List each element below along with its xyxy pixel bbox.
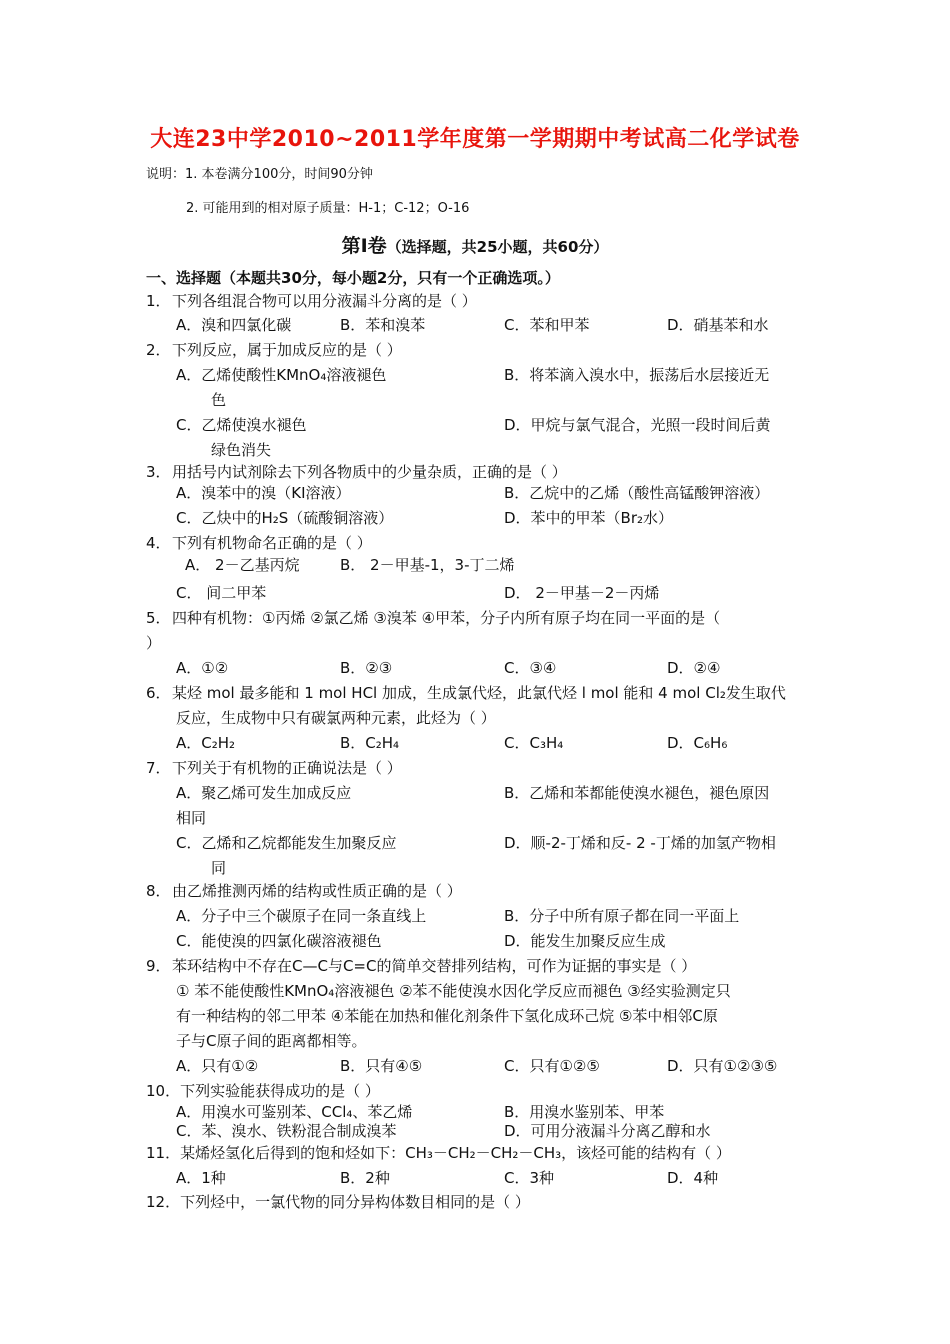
q7-option-d-cont: 同 [211, 859, 227, 877]
q2-option-b: B．将苯滴入溴水中，振荡后水层接近无 [504, 366, 770, 384]
q3-option-b: B．乙烷中的乙烯（酸性高锰酸钾溶液） [504, 484, 770, 502]
q5-option-b: B．②③ [340, 659, 393, 677]
question-number: 12． [146, 1193, 181, 1211]
q8-option-c: C．能使溴的四氯化碳溶液褪色 [176, 932, 382, 950]
question-stem: 下列各组混合物可以用分液漏斗分离的是（ ） [172, 292, 477, 310]
q5-option-d: D．②④ [667, 659, 721, 677]
q9-option-c: C．只有①②⑤ [504, 1057, 600, 1075]
q2-option-d-cont: 绿色消失 [211, 441, 272, 459]
question-6 [146, 682, 786, 704]
question-number: 11． [146, 1144, 181, 1162]
q8-option-a: A．分子中三个碳原子在同一条直线上 [176, 907, 427, 925]
instructions-line-1 [146, 163, 373, 182]
q1-option-c: C．苯和甲苯 [504, 316, 590, 334]
q2-option-c: C．乙烯使溴水褪色 [176, 416, 307, 434]
q5-option-c: C．③④ [504, 659, 557, 677]
q7-option-b-cont: 相同 [176, 809, 207, 827]
q9-option-a: A．只有①② [176, 1057, 259, 1075]
q10-option-c: C．苯、溴水、铁粉混合制成溴苯 [176, 1122, 397, 1140]
question-5 [146, 607, 720, 629]
q4-option-d: D． 2－甲基－2－丙烯 [504, 584, 660, 602]
q8-option-d: D．能发生加聚反应生成 [504, 932, 666, 950]
q9-option-d: D．只有①②③⑤ [667, 1057, 778, 1075]
question-stem: 下列反应，属于加成反应的是（ ） [172, 341, 402, 359]
question-number: 5． [146, 609, 171, 627]
q9-line-4: 子与C原子间的距离都相等。 [176, 1032, 367, 1050]
question-number: 9． [146, 957, 171, 975]
question-9 [146, 955, 696, 977]
instructions-label: 说明： [146, 167, 186, 182]
instruction-1: 1. 本卷满分100分，时间90分钟 [185, 167, 373, 182]
q4-option-c: C． 间二甲苯 [176, 584, 267, 602]
question-12 [146, 1191, 530, 1213]
question-1 [146, 290, 477, 312]
question-11 [146, 1142, 731, 1164]
section-heading [0, 231, 950, 258]
q11-option-c: C．3种 [504, 1169, 555, 1187]
q4-option-b: B． 2－甲基-1，3-丁二烯 [340, 556, 515, 574]
q6-option-b: B．C₂H₄ [340, 734, 400, 752]
q1-option-d: D．硝基苯和水 [667, 316, 769, 334]
q6-option-c: C．C₃H₄ [504, 734, 564, 752]
q5-stem-cont: ） [146, 634, 162, 652]
question-10 [146, 1080, 380, 1102]
question-stem: 下列烃中，一氯代物的同分异构体数目相同的是（ ） [180, 1193, 530, 1211]
question-number: 10． [146, 1082, 181, 1100]
q8-option-b: B．分子中所有原子都在同一平面上 [504, 907, 740, 925]
q2-option-a: A．乙烯使酸性KMnO₄溶液褪色 [176, 366, 387, 384]
q1-option-b: B．苯和溴苯 [340, 316, 426, 334]
q6-option-d: D．C₆H₆ [667, 734, 728, 752]
question-stem: 用括号内试剂除去下列各物质中的少量杂质，正确的是（ ） [172, 463, 567, 481]
q3-option-c: C．乙炔中的H₂S（硫酸铜溶液） [176, 509, 394, 527]
q9-line-3: 有一种结构的邻二甲苯 ④苯能在加热和催化剂条件下氢化成环己烷 ⑤苯中相邻C原 [176, 1007, 718, 1025]
q7-option-c: C．乙烯和乙烷都能发生加聚反应 [176, 834, 397, 852]
q4-option-a: A． 2－乙基丙烷 [185, 556, 300, 574]
q11-option-b: B．2种 [340, 1169, 390, 1187]
question-stem: 苯环结构中不存在C—C与C=C的简单交替排列结构，可作为证据的事实是（ ） [172, 957, 697, 975]
question-number: 7． [146, 759, 171, 777]
question-2 [146, 339, 402, 361]
q7-option-a: A．聚乙烯可发生加成反应 [176, 784, 352, 802]
q7-option-b: B．乙烯和苯都能使溴水褪色，褪色原因 [504, 784, 770, 802]
q10-option-b: B．用溴水鉴别苯、甲苯 [504, 1103, 665, 1121]
question-stem: 某烃 mol 最多能和 1 mol HCl 加成，生成氯代烃，此氯代烃 l mol 能和 4 mol Cl₂发生取代 [172, 684, 786, 702]
q9-line-2: ① 苯不能使酸性KMnO₄溶液褪色 ②苯不能使溴水因化学反应而褪色 ③经实验测定只 [176, 982, 731, 1000]
question-4 [146, 532, 372, 554]
question-3 [146, 461, 567, 483]
question-stem: 四种有机物：①丙烯 ②氯乙烯 ③溴苯 ④甲苯，分子内所有原子均在同一平面的是（ [172, 609, 721, 627]
q3-option-a: A．溴苯中的溴（KI溶液） [176, 484, 351, 502]
instruction-2: 2. 可能用到的相对原子质量：H-1；C-12；O-16 [186, 201, 470, 216]
q10-option-d: D．可用分液漏斗分离乙醇和水 [504, 1122, 711, 1140]
q5-option-a: A．①② [176, 659, 229, 677]
q1-option-a: A．溴和四氯化碳 [176, 316, 292, 334]
question-number: 2． [146, 341, 171, 359]
q11-option-d: D．4种 [667, 1169, 719, 1187]
q6-option-a: A．C₂H₂ [176, 734, 236, 752]
q9-option-b: B．只有④⑤ [340, 1057, 423, 1075]
question-stem: 下列有机物命名正确的是（ ） [172, 534, 372, 552]
question-7 [146, 757, 402, 779]
question-stem: 下列关于有机物的正确说法是（ ） [172, 759, 402, 777]
q10-option-a: A．用溴水可鉴别苯、CCl₄、苯乙烯 [176, 1103, 413, 1121]
question-number: 8． [146, 882, 171, 900]
question-stem: 某烯烃氢化后得到的饱和烃如下：CH₃－CH₂－CH₂－CH₃，该烃可能的结构有（ ） [180, 1144, 731, 1162]
q2-option-b-cont: 色 [211, 391, 227, 409]
q7-option-d: D．顺-2-丁烯和反- 2 -丁烯的加氢产物相 [504, 834, 776, 852]
q6-stem-cont: 反应，生成物中只有碳氯两种元素，此烃为（ ） [176, 709, 496, 727]
question-8 [146, 880, 462, 902]
question-number: 6． [146, 684, 171, 702]
section-subtitle: （选择题，共25小题，共60分） [386, 238, 609, 256]
question-number: 4． [146, 534, 171, 552]
question-stem: 下列实验能获得成功的是（ ） [180, 1082, 380, 1100]
question-number: 1． [146, 292, 171, 310]
q11-option-a: A．1种 [176, 1169, 226, 1187]
part-heading: 一、选择题（本题共30分，每小题2分，只有一个正确选项。） [146, 269, 560, 287]
question-stem: 由乙烯推测丙烯的结构或性质正确的是（ ） [172, 882, 462, 900]
section-title: 第Ⅰ卷 [341, 235, 387, 257]
question-number: 3． [146, 463, 171, 481]
q2-option-d: D．甲烷与氯气混合，光照一段时间后黄 [504, 416, 771, 434]
exam-title: 大连23中学2010~2011学年度第一学期期中考试高二化学试卷 [150, 127, 800, 152]
q3-option-d: D．苯中的甲苯（Br₂水） [504, 509, 674, 527]
